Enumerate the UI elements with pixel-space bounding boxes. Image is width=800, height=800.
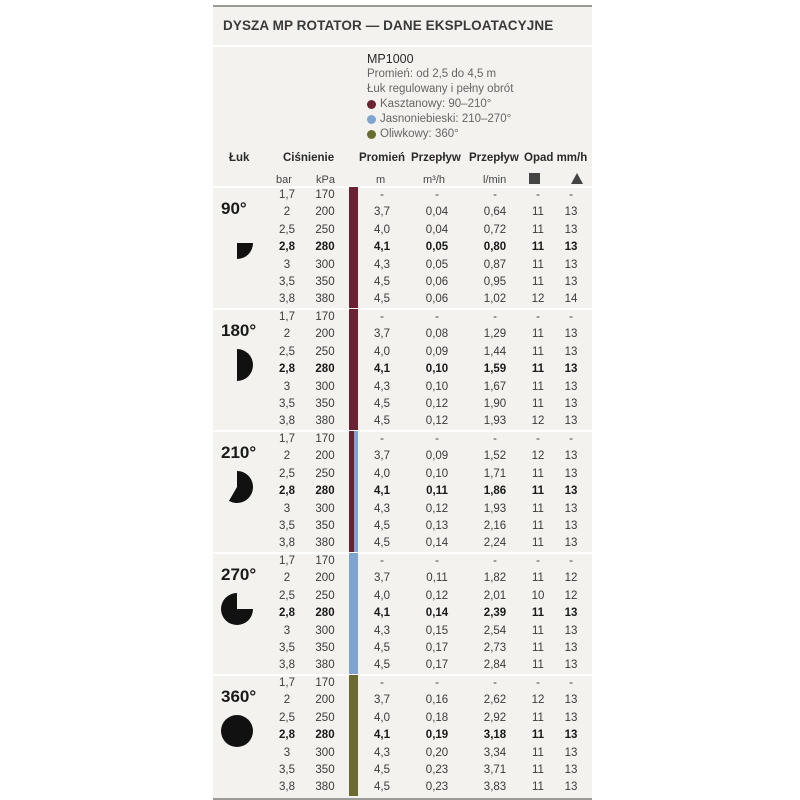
- table-cell: 4,0: [374, 589, 390, 602]
- table-cell: 11: [532, 781, 544, 794]
- table-cell: 13: [564, 711, 578, 724]
- square-icon: [529, 173, 540, 184]
- table-cell: 0,95: [483, 276, 507, 288]
- table-cell: 13: [564, 746, 578, 759]
- header-flow-lmin-unit: l/min: [483, 174, 507, 186]
- table-cell: 300: [315, 502, 335, 515]
- table-cell: 13: [564, 607, 578, 620]
- table-cell: 13: [564, 363, 578, 376]
- table-cell: 0,06: [425, 276, 449, 288]
- table-cell: 250: [315, 345, 335, 358]
- table-cell: 2,5: [279, 223, 295, 236]
- table-cell: 3,7: [374, 572, 390, 585]
- table-cell: 3: [283, 380, 291, 393]
- table-cell: 10: [531, 589, 545, 602]
- table-cell: -: [493, 555, 497, 567]
- table-cell: 1,7: [279, 677, 295, 689]
- arc-range-color-bar: [349, 553, 358, 674]
- table-cell: 11: [532, 502, 544, 515]
- table-cell: 200: [315, 206, 335, 219]
- table-cell: 380: [315, 293, 335, 306]
- table-cell: 3,8: [279, 781, 295, 794]
- table-cell: 0,09: [425, 345, 449, 358]
- quarter-circle-icon: [217, 223, 257, 268]
- table-cell: -: [536, 677, 540, 689]
- table-cell: 11: [531, 729, 545, 742]
- table-cell: 380: [315, 415, 335, 428]
- table-cell: 13: [564, 485, 578, 498]
- table-cell: 13: [564, 223, 578, 236]
- table-cell: 2,8: [279, 363, 295, 376]
- table-cell: -: [569, 433, 573, 445]
- table-cell: 4,0: [374, 345, 390, 358]
- table-cell: 2,54: [483, 624, 507, 637]
- table-cell: 0,15: [425, 624, 449, 637]
- table-cell: 11: [532, 467, 544, 480]
- table-cell: 0,12: [425, 415, 449, 428]
- table-cell: -: [493, 311, 497, 323]
- table-cell: 280: [315, 607, 335, 620]
- header-flow-m3h: Przepływ: [411, 152, 461, 164]
- table-cell: 350: [315, 520, 335, 532]
- table-cell: 4,5: [374, 398, 390, 410]
- table-cell: 4,0: [374, 223, 390, 236]
- table-cell: 2,39: [483, 607, 507, 620]
- table-cell: 0,13: [425, 520, 449, 532]
- arc-info: Łuk regulowany i pełny obrót: [367, 83, 514, 95]
- table-cell: 12: [531, 293, 545, 306]
- table-cell: 13: [564, 729, 578, 742]
- table-cell: 12: [531, 450, 545, 463]
- table-cell: 11: [531, 607, 545, 620]
- arc-label: 180°: [221, 321, 257, 340]
- table-cell: 14: [564, 293, 578, 306]
- arc-label: 90°: [221, 199, 247, 218]
- table-cell: 1,29: [483, 328, 507, 341]
- table-cell: -: [536, 311, 540, 323]
- arc-range-color-bar: [354, 431, 359, 552]
- table-cell: 3,71: [483, 764, 507, 776]
- 210-sector-icon: [217, 467, 257, 512]
- table-cell: 13: [564, 276, 578, 288]
- table-cell: 2: [283, 206, 291, 219]
- table-cell: 2,16: [483, 520, 507, 532]
- maroon-dot-icon: [367, 100, 376, 109]
- arc-label: 210°: [221, 443, 257, 462]
- table-cell: 3,8: [279, 415, 295, 428]
- table-cell: 2,73: [483, 642, 507, 654]
- table-cell: -: [435, 433, 439, 445]
- table-cell: 0,05: [425, 241, 449, 254]
- lightblue-dot-icon: [367, 115, 376, 124]
- table-cell: 0,12: [425, 589, 449, 602]
- table-cell: 0,72: [483, 223, 507, 236]
- table-cell: 170: [315, 189, 335, 201]
- table-cell: 4,1: [374, 241, 390, 254]
- table-cell: 0,11: [426, 485, 448, 498]
- table-cell: 300: [315, 380, 335, 393]
- table-cell: 11: [532, 223, 544, 236]
- table-cell: 13: [564, 241, 578, 254]
- table-cell: 11: [532, 624, 544, 637]
- table-cell: 11: [532, 258, 544, 271]
- table-cell: 280: [315, 729, 335, 742]
- table-cell: 1,71: [483, 467, 507, 480]
- table-cell: 170: [315, 677, 335, 689]
- table-cell: 12: [564, 589, 578, 602]
- table-cell: 0,17: [425, 642, 449, 654]
- table-cell: 11: [532, 642, 544, 654]
- table-cell: 2: [283, 450, 291, 463]
- header-pressure: Ciśnienie: [283, 152, 335, 164]
- table-cell: 4,1: [374, 729, 390, 742]
- table-cell: 1,7: [279, 311, 295, 323]
- table-cell: 12: [531, 415, 545, 428]
- table-cell: 1,90: [483, 398, 507, 410]
- table-cell: 12: [564, 572, 578, 585]
- header-bar-unit: bar: [276, 174, 292, 186]
- table-cell: 13: [564, 380, 578, 393]
- table-cell: 11: [532, 572, 544, 585]
- table-cell: 13: [564, 328, 578, 341]
- table-cell: 4,3: [374, 502, 390, 515]
- table-cell: 1,67: [483, 380, 507, 393]
- table-cell: 200: [315, 328, 335, 341]
- table-cell: 250: [315, 223, 335, 236]
- table-cell: 2,8: [279, 241, 295, 254]
- table-cell: 4,5: [374, 537, 390, 550]
- legend-item-olive: [367, 128, 459, 140]
- top-border: [213, 5, 592, 7]
- table-cell: 13: [564, 537, 578, 550]
- table-cell: 1,02: [483, 293, 507, 306]
- table-cell: 0,10: [425, 467, 449, 480]
- table-cell: 11: [532, 398, 544, 410]
- table-cell: 4,5: [374, 781, 390, 794]
- table-cell: 0,10: [425, 363, 449, 376]
- table-cell: 2,62: [483, 694, 507, 707]
- table-cell: -: [536, 433, 540, 445]
- table-cell: 4,3: [374, 624, 390, 637]
- table-cell: -: [569, 189, 573, 201]
- table-cell: 0,12: [425, 398, 449, 410]
- table-cell: 11: [532, 537, 544, 550]
- arc-label: 270°: [221, 565, 257, 584]
- table-cell: 350: [315, 642, 335, 654]
- table-cell: 300: [315, 746, 335, 759]
- table-cell: 1,86: [483, 485, 507, 498]
- table-cell: 2,5: [279, 345, 295, 358]
- table-cell: 280: [315, 485, 335, 498]
- table-cell: 300: [315, 258, 335, 271]
- table-cell: 11: [532, 659, 544, 672]
- header-radius: Promień: [359, 152, 406, 164]
- table-cell: 13: [564, 345, 578, 358]
- table-cell: 13: [564, 764, 578, 776]
- table-cell: 11: [532, 276, 544, 288]
- table-cell: 0,04: [425, 223, 449, 236]
- table-cell: -: [435, 555, 439, 567]
- table-cell: 3,5: [279, 642, 295, 654]
- table-cell: 3,5: [279, 520, 295, 532]
- table-cell: -: [493, 189, 497, 201]
- table-cell: 13: [564, 659, 578, 672]
- table-cell: 0,23: [425, 764, 449, 776]
- table-cell: 0,09: [425, 450, 449, 463]
- table-cell: 3,8: [279, 293, 295, 306]
- table-cell: 0,04: [425, 206, 449, 219]
- table-cell: 3: [283, 746, 291, 759]
- table-cell: 4,0: [374, 711, 390, 724]
- table-cell: 170: [315, 555, 335, 567]
- table-cell: 3,5: [279, 398, 295, 410]
- table-cell: 0,14: [425, 537, 449, 550]
- table-cell: -: [536, 189, 540, 201]
- table-cell: 11: [531, 485, 545, 498]
- table-cell: 13: [564, 258, 578, 271]
- table-cell: -: [435, 311, 439, 323]
- table-cell: -: [569, 677, 573, 689]
- table-cell: 13: [564, 206, 578, 219]
- table-cell: 0,87: [483, 258, 507, 271]
- table-cell: 0,12: [425, 502, 449, 515]
- table-cell: 3: [283, 258, 291, 271]
- table-cell: 13: [564, 398, 578, 410]
- table-cell: 13: [564, 415, 578, 428]
- table-cell: 3,7: [374, 450, 390, 463]
- header-kpa-unit: kPa: [316, 174, 335, 186]
- table-cell: 200: [315, 694, 335, 707]
- table-cell: 350: [315, 764, 335, 776]
- table-cell: 4,5: [374, 276, 390, 288]
- table-cell: 380: [315, 781, 335, 794]
- table-cell: 12: [531, 694, 545, 707]
- table-cell: -: [493, 433, 497, 445]
- table-cell: 0,10: [425, 380, 449, 393]
- table-cell: 3,8: [279, 659, 295, 672]
- table-cell: 11: [531, 363, 545, 376]
- table-cell: 2,84: [483, 659, 507, 672]
- table-cell: 2,5: [279, 589, 295, 602]
- table-cell: 1,93: [483, 415, 507, 428]
- table-cell: 0,06: [425, 293, 449, 306]
- table-cell: 300: [315, 624, 335, 637]
- table-cell: 380: [315, 537, 335, 550]
- legend-item-lightblue: [367, 113, 511, 125]
- table-cell: 380: [315, 659, 335, 672]
- table-cell: 3,8: [279, 537, 295, 550]
- table-cell: 3,5: [279, 276, 295, 288]
- table-cell: 3,34: [483, 746, 507, 759]
- table-cell: 4,1: [374, 485, 390, 498]
- table-cell: 0,19: [425, 729, 449, 742]
- table-cell: 4,0: [374, 467, 390, 480]
- arc-range-color-bar: [349, 187, 358, 308]
- table-cell: 2,8: [279, 607, 295, 620]
- legend-label: Jasnoniebieski: 210–270°: [380, 113, 512, 125]
- table-cell: 1,7: [279, 433, 295, 445]
- table-cell: 0,05: [425, 258, 449, 271]
- table-cell: 4,5: [374, 642, 390, 654]
- performance-data-sheet: [213, 5, 592, 800]
- table-cell: 13: [564, 467, 578, 480]
- table-cell: 0,14: [425, 607, 449, 620]
- table-cell: 200: [315, 572, 335, 585]
- legend-item-maroon: [367, 98, 491, 110]
- legend-label: Oliwkowy: 360°: [380, 128, 459, 140]
- table-cell: 11: [532, 328, 544, 341]
- table-cell: 4,3: [374, 258, 390, 271]
- table-cell: -: [380, 189, 384, 201]
- table-cell: 13: [564, 642, 578, 654]
- table-cell: 3,7: [374, 328, 390, 341]
- table-cell: 0,23: [425, 781, 449, 794]
- table-cell: 4,3: [374, 746, 390, 759]
- table-cell: -: [380, 555, 384, 567]
- full-circle-icon: [217, 711, 257, 756]
- table-cell: 11: [532, 345, 544, 358]
- table-cell: 0,17: [425, 659, 449, 672]
- table-cell: 200: [315, 450, 335, 463]
- table-cell: 250: [315, 711, 335, 724]
- table-cell: 13: [564, 502, 578, 515]
- table-cell: 1,93: [483, 502, 507, 515]
- table-cell: -: [569, 311, 573, 323]
- table-cell: 11: [532, 380, 544, 393]
- table-cell: 170: [315, 311, 335, 323]
- table-cell: -: [435, 189, 439, 201]
- table-cell: 4,5: [374, 659, 390, 672]
- table-cell: 0,18: [425, 711, 449, 724]
- table-cell: 11: [532, 764, 544, 776]
- table-cell: 4,5: [374, 520, 390, 532]
- header-flow-lmin: Przepływ: [469, 152, 519, 164]
- table-cell: 0,16: [425, 694, 449, 707]
- table-cell: 280: [315, 241, 335, 254]
- table-cell: 13: [564, 781, 578, 794]
- table-cell: 11: [531, 241, 545, 254]
- title-divider: [213, 45, 592, 47]
- table-cell: 170: [315, 433, 335, 445]
- table-cell: 2,8: [279, 485, 295, 498]
- table-cell: 13: [564, 520, 578, 532]
- table-cell: 0,80: [483, 241, 507, 254]
- table-cell: 1,44: [483, 345, 507, 358]
- three-quarter-circle-icon: [217, 589, 257, 634]
- half-circle-icon: [217, 345, 257, 390]
- model-name: MP1000: [367, 52, 414, 66]
- table-cell: 3,7: [374, 694, 390, 707]
- table-cell: 2,24: [483, 537, 507, 550]
- sheet-title: DYSZA MP ROTATOR — DANE EKSPLOATACYJNE: [223, 18, 554, 33]
- table-cell: 11: [532, 711, 544, 724]
- header-flow-m3h-unit: m³/h: [423, 174, 445, 186]
- table-cell: 4,5: [374, 764, 390, 776]
- table-cell: 1,52: [483, 450, 507, 463]
- table-cell: -: [493, 677, 497, 689]
- table-cell: 13: [564, 624, 578, 637]
- table-cell: 1,59: [483, 363, 507, 376]
- header-precipitation: Opad mm/h: [524, 152, 588, 164]
- table-cell: 350: [315, 398, 335, 410]
- arc-range-color-bar: [349, 309, 358, 430]
- table-cell: 2,5: [279, 711, 295, 724]
- table-cell: 4,1: [374, 607, 390, 620]
- table-cell: 3,18: [483, 729, 507, 742]
- table-cell: -: [536, 555, 540, 567]
- table-cell: 3,5: [279, 764, 295, 776]
- table-cell: 0,08: [425, 328, 449, 341]
- table-cell: -: [569, 555, 573, 567]
- table-cell: 2: [283, 328, 291, 341]
- table-cell: 11: [532, 206, 544, 219]
- table-cell: 11: [532, 520, 544, 532]
- table-cell: 2: [283, 694, 291, 707]
- table-cell: -: [380, 311, 384, 323]
- table-cell: 2,5: [279, 467, 295, 480]
- olive-dot-icon: [367, 130, 376, 139]
- table-cell: 4,5: [374, 415, 390, 428]
- arc-range-color-bar: [349, 675, 358, 796]
- triangle-icon: [571, 173, 583, 184]
- table-cell: 350: [315, 276, 335, 288]
- table-cell: 2,8: [279, 729, 295, 742]
- table-cell: 3: [283, 502, 291, 515]
- legend-label: Kasztanowy: 90–210°: [380, 98, 492, 110]
- table-cell: 1,7: [279, 555, 295, 567]
- table-cell: 0,11: [426, 572, 448, 585]
- table-cell: 0,20: [425, 746, 449, 759]
- table-cell: 11: [532, 746, 544, 759]
- table-cell: 3,7: [374, 206, 390, 219]
- table-cell: -: [435, 677, 439, 689]
- arc-label: 360°: [221, 687, 257, 706]
- table-cell: 4,3: [374, 380, 390, 393]
- table-cell: 0,64: [483, 206, 507, 219]
- table-cell: 2,92: [483, 711, 507, 724]
- table-cell: 250: [315, 467, 335, 480]
- table-cell: 280: [315, 363, 335, 376]
- table-cell: 250: [315, 589, 335, 602]
- table-cell: 1,7: [279, 189, 295, 201]
- table-cell: -: [380, 433, 384, 445]
- table-cell: 1,82: [483, 572, 507, 585]
- table-cell: 3: [283, 624, 291, 637]
- header-radius-unit: m: [376, 174, 386, 186]
- table-cell: 3,83: [483, 781, 507, 794]
- radius-info: Promień: od 2,5 do 4,5 m: [367, 68, 497, 80]
- table-cell: 13: [564, 450, 578, 463]
- header-arc: Łuk: [229, 152, 250, 164]
- table-cell: 4,5: [374, 293, 390, 306]
- table-cell: 2,01: [483, 589, 507, 602]
- table-cell: 2: [283, 572, 291, 585]
- table-cell: 13: [564, 694, 578, 707]
- table-cell: 4,1: [374, 363, 390, 376]
- table-cell: -: [380, 677, 384, 689]
